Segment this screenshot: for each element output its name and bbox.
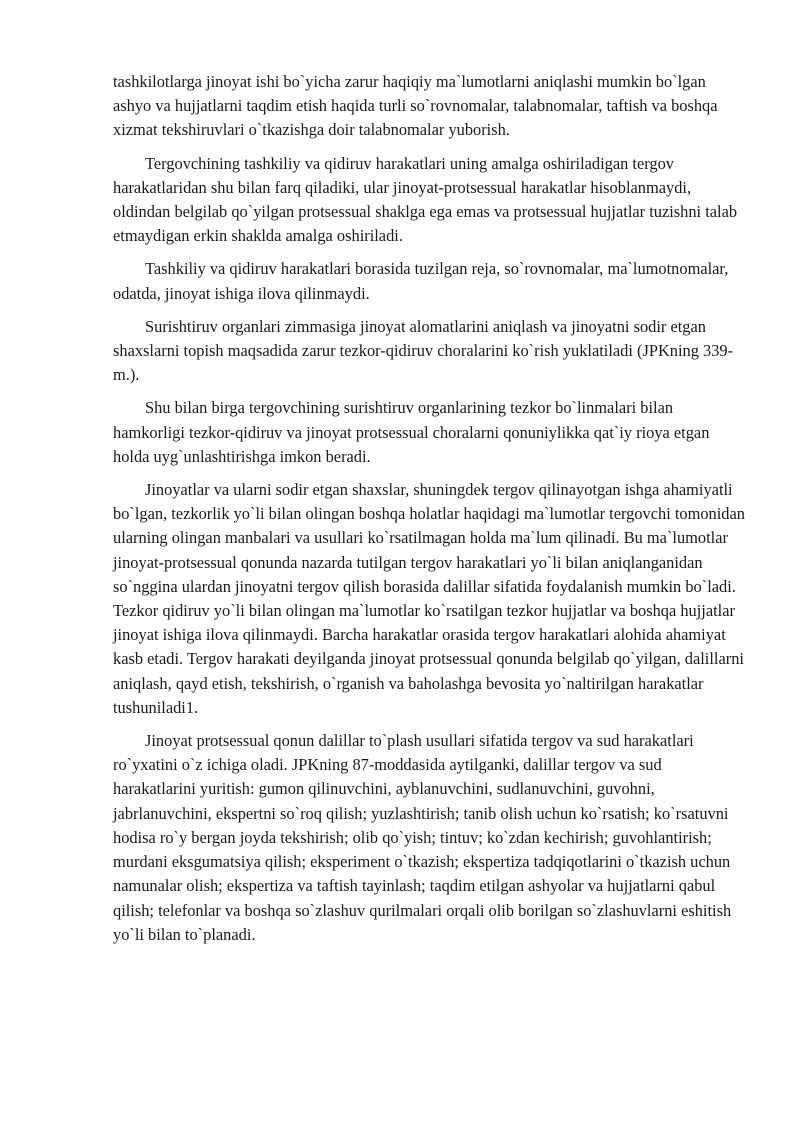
paragraph-operative-information: Jinoyatlar va ularni sodir etgan shaxslar, shuningdek tergov qilinayotgan ishga ahamiyatli bo`lgan, tezkorlik yo`li bilan olingan boshqa holatlar haqidagi ma`lumotlar tergovchi tomonidan ularning olingan manbalari va usullari ko`rsatilmagan holda ma`lum qilinadi. Bu ma`lumotlar jinoyat-protsessual qonunda nazarda tutilgan tergov harakatlari yo`li bilan aniqlanganidan so`nggina ulardan jinoyatni tergov qilish borasida dalillar sifatida foydalanish mumkin bo`ladi. Tezkor qidiruv yo`li bilan olingan ma`lumotlar ko`rsatilgan tezkor hujjatlar va boshqa hujjatlar jinoyat ishiga ilova qilinmaydi. Barcha harakatlar orasida tergov harakatlari alohida ahamiyat kasb etadi. Tergov harakati deyilganda jinoyat protsessual qonunda belgilab qo`yilgan, dalillarni aniqlash, qayd etish, tekshirish, o`rganish va baholashga bevosita yo`naltirilgan harakatlar tushuniladi1. (113, 480, 745, 717)
paragraph-organizational-actions: Tergovchining tashkiliy va qidiruv harakatlari uning amalga oshiriladigan tergov harakatlaridan shu bilan farq qiladiki, ular jinoyat-protsessual harakatlar hisoblanmaydi, oldindan belgilab qo`yilgan protsessual shaklga ega emas va protsessual hujjatlar tuzishni talab etmaydigan erkin shaklda amalga oshiriladi. (113, 153, 738, 246)
paragraph-evidence-collection: Jinoyat protsessual qonun dalillar to`plash usullari sifatida tergov va sud harakatlari ro`yxatini o`z ichiga oladi. JPKning 87-moddasida aytilganki, dalillar tergov va sud harakatlarini yuritish: gumon qilinuvchini, ayblanuvchini, sudlanuvchini, guvohni, jabrlanuvchini, ekspertni so`roq qilish; yuzlashtirish; tanib olish uchun ko`rsatish; ko`rsatuvni hodisa ro`y bergan joyda tekshirish; olib qo`yish; tintuv; ko`zdan kechirish; guvohlantirish; murdani eksgumatsiya qilish; eksperiment o`tkazish; ekspertiza tadqiqotlarini o`tkazish uchun namunalar olish; ekspertiza va taftish tayinlash; taqdim etilgan ashyolar va hujjatlarni qabul qilish; telefonlar va boshqa so`zlashuv qurilmalari orqali olib borilgan so`zlashuvlarni eshitish yo`li bilan to`planadi. (113, 731, 732, 944)
paragraph-continuation: tashkilotlarga jinoyat ishi bo`yicha zarur haqiqiy ma`lumotlarni aniqlashi mumkin bo`lgan ashyo va hujjatlarni taqdim etish haqida turli so`rovnomalar, talabnomalar, taftish va boshqa xizmat tekshiruvlari o`tkazishga doir talabnomalar yuborish. (113, 72, 718, 140)
paragraph-plans-not-attached: Tashkiliy va qidiruv harakatlari borasida tuzilgan reja, so`rovnomalar, ma`lumotnomalar, odatda, jinoyat ishiga ilova qilinmaydi. (113, 259, 729, 303)
document-page (113, 70, 745, 956)
paragraph-cooperation: Shu bilan birga tergovchining surishtiruv organlarining tezkor bo`linmalari bilan hamkorligi tezkor-qidiruv va jinoyat protsessual choralarni qonuniylikka qat`iy rioya etgan holda uyg`unlashtirishga imkon beradi. (113, 398, 710, 466)
paragraph-inquiry-bodies: Surishtiruv organlari zimmasiga jinoyat alomatlarini aniqlash va jinoyatni sodir etgan shaxslarni topish maqsadida zarur tezkor-qidiruv choralarini ko`rish yuklatiladi (JPKning 339-m.). (113, 316, 734, 385)
